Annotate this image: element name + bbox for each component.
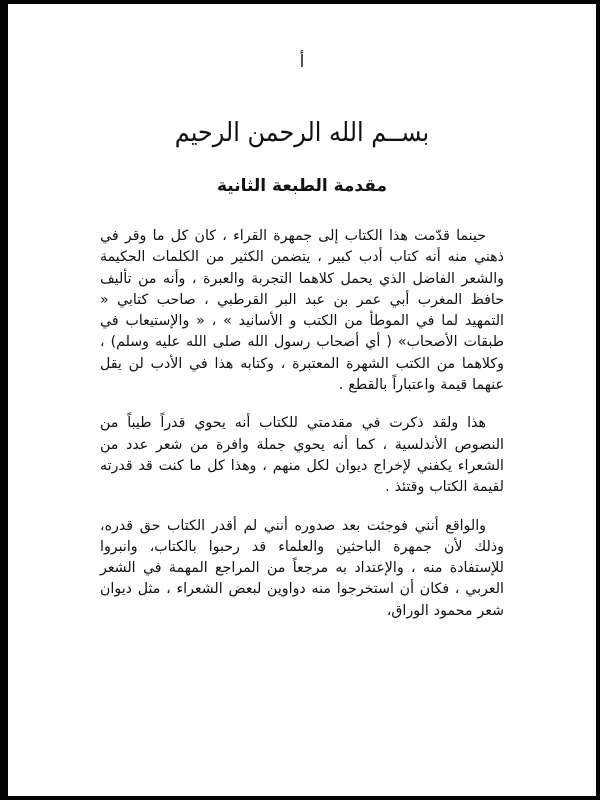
- body-text: [100, 226, 504, 622]
- page-title: مقدمة الطبعة الثانية: [216, 176, 388, 196]
- paragraph: والواقع أنني فوجئت بعد صدوره أنني لم أقدر الكتاب حق قدره، وذلك لأن جمهرة الباحثين والعلماء قد رحبوا بالكتاب، وانبروا للإستفادة منه ، والإعتداد به مرجعاً من المراجع المهمة في الشعر العربي ، فكان أن استخرجوا منه دواوين لبعض الشعراء ، مثل ديوان شعر محمود الوراق،: [100, 517, 504, 619]
- basmala-heading: بســم الله الرحمن الرحيم: [174, 118, 430, 148]
- page-content-area: [8, 4, 596, 796]
- document-page: [8, 4, 596, 796]
- page-number: أ: [299, 52, 305, 72]
- paragraph: حينما قدّمت هذا الكتاب إلى جمهرة القراء ، كان كل ما وقر في ذهني منه أنه كتاب أدب كبير ، يتضمن الكثير من الكلمات الحكيمة والشعر الفاضل الذي يحمل كلاهما التجربة والعبرة ، وأنه من تأليف حافظ المغرب أبي عمر بن عبد البر القرطبي ، صاحب كتابي « التمهيد لما في الموطأ من الكتب و الأسانيد » ، « والإستيعاب في طبقات الأصحاب» ( أي أصحاب رسول الله صلى الله عليه وسلم) ، وكلاهما من الكتب الشهرة المعتبرة ، وكتابه هذا في الأدب لن يقل عنهما قيمة واعتباراً بالقطع .: [100, 228, 504, 394]
- paragraph: هذا ولقد ذكرت في مقدمتي للكتاب أنه يحوي قدراً طيباً من النصوص الأندلسية ، كما أنه يحوي جملة وافرة من شعر عدد من الشعراء يكفني لإخراج ديوان لكل منهم ، وهذا كل ما كنت قد قدرته لقيمة الكتاب وقتئذ .: [100, 415, 504, 496]
